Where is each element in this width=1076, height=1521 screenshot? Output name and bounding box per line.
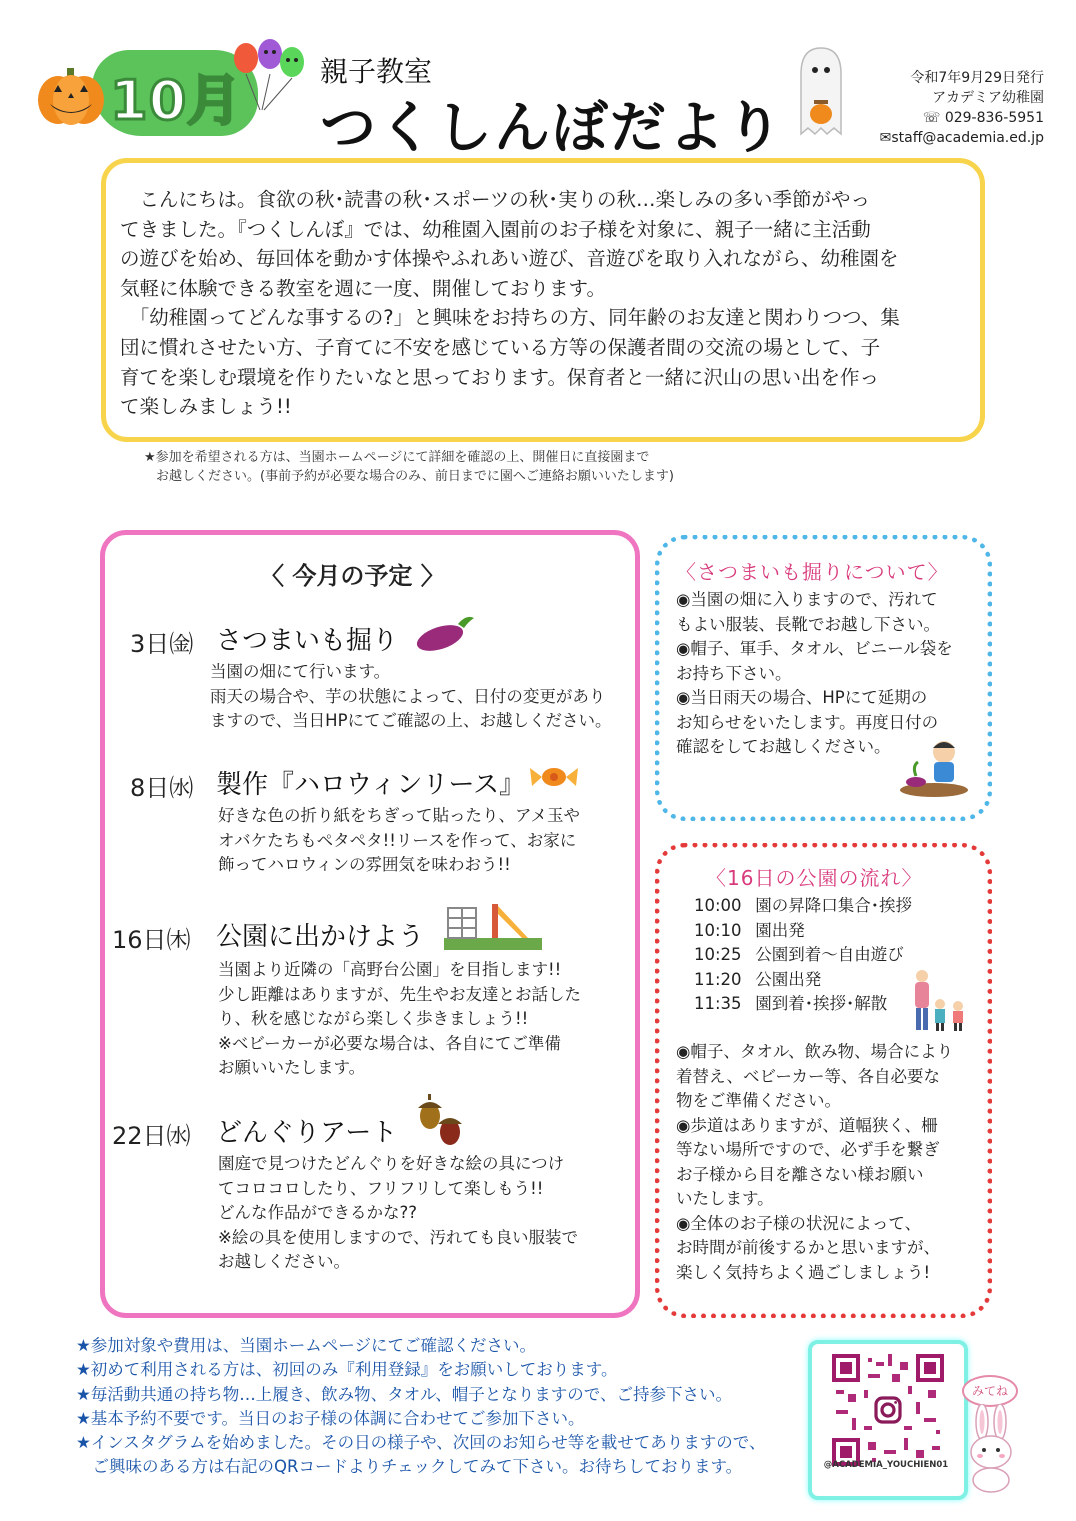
timeline-row: 10:00 園の昇降口集合･挨拶 xyxy=(694,896,912,915)
candy-icon xyxy=(526,758,582,796)
issue-date: 令和7年9月29日発行 xyxy=(910,70,1044,86)
note-line: ★参加を希望される方は、当園ホームページにて詳細を確認の上、開催日に直接園まで xyxy=(144,450,650,465)
newsletter-title: つくしんぼだより xyxy=(320,96,784,161)
intro-line: 「幼稚園ってどんな事するの?」と興味をお持ちの方、同年齢のお友達と関わりつつ、集 xyxy=(120,306,900,330)
intro-line: の遊びを始め、毎回体を動かす体操やふれあい遊び、音遊びを取り入れながら、幼稚園を xyxy=(120,247,899,271)
month-label: 10月 xyxy=(110,69,243,132)
acorn-icon xyxy=(414,1090,466,1148)
footer-line: ★インスタグラムを始めました。その日の様子や、次回のお知らせ等を載せてありますので、 xyxy=(76,1433,766,1453)
intro-line: 気軽に体験できる教室を週に一度、開催しております。 xyxy=(120,276,606,300)
footer-line: ★初めて利用される方は、初回のみ『利用登録』をお願いしております。 xyxy=(76,1360,618,1380)
mitene-bubble: みてね xyxy=(962,1375,1018,1407)
ghost-icon xyxy=(796,44,846,140)
event-name: 製作『ハロウィンリース』 xyxy=(216,770,526,800)
child-digging-icon xyxy=(898,736,970,798)
issuer-info xyxy=(880,68,1044,148)
sweet-potato-icon xyxy=(414,612,476,654)
event-date: 8日㈬ xyxy=(130,774,194,802)
park-notes: ◉帽子、タオル、飲み物、場合により 着替え、ベビーカー等、各自必要な 物をご準備ください。 ◉歩道はありますが、道幅狭く、柵 等ない場所ですので、必ず手を繋ぎ お子様から目を離さない様お願い いたします。 ◉全体のお子様の状況によって、 お時間が前後するかと思いますが、 楽しく気持ちよく過ごしましょう! xyxy=(676,1042,954,1282)
event-date: 3日㈮ xyxy=(130,630,194,658)
email-address[interactable]: ✉staff@academia.ed.jp xyxy=(879,130,1044,146)
intro-line: こんにちは。食欲の秋･読書の秋･スポーツの秋･実りの秋…楽しみの多い季節がやっ xyxy=(120,188,870,211)
balloons-icon xyxy=(230,38,310,118)
event-date: 16日㈭ xyxy=(112,926,191,954)
newsletter-subtitle: 親子教室 xyxy=(320,55,433,88)
event-name: どんぐりアート xyxy=(216,1118,398,1148)
family-walking-icon xyxy=(906,968,968,1034)
park-flow-title: 〈16日の公園の流れ〉 xyxy=(706,866,923,890)
timeline-row: 11:35 園到着･挨拶･解散 xyxy=(694,994,888,1013)
footer-line: ★基本予約不要です。当日のお子様の体調に合わせてご参加下さい。 xyxy=(76,1408,585,1428)
footer-line: ★毎活動共通の持ち物…上履き、飲み物、タオル、帽子となりますので、ご持参下さい。 xyxy=(76,1384,732,1404)
intro-line: 育てを楽しむ環境を作りたいなと思っております。保育者と一緒に沢山の思い出を作っ xyxy=(120,365,879,389)
note-line: お越しください。(事前予約が必要な場合のみ、前日までに園へご連絡お願いいたします) xyxy=(156,469,674,484)
intro-line: 団に慣れさせたい方、子育てに不安を感じている方等の保護者間の交流の場として、子 xyxy=(120,335,881,359)
imo-info-title: 〈さつまいも掘りについて〉 xyxy=(676,560,949,584)
timeline-row: 10:10 園出発 xyxy=(694,920,805,940)
pumpkin-icon xyxy=(36,68,106,126)
instagram-qr-frame[interactable] xyxy=(808,1340,968,1500)
rabbit-icon xyxy=(958,1404,1024,1494)
footer-notes xyxy=(76,1334,765,1480)
instagram-handle: @ACADEMIA_YOUCHIEN01 xyxy=(823,1460,949,1470)
timeline-row: 10:25 公園到着〜自由遊び xyxy=(694,945,904,964)
event-description: 園庭で見つけたどんぐりを好きな絵の具につけ てコロコロしたり、フリフリして楽しもう!! どんな作品ができるかな?? ※絵の具を使用しますので、汚れても良い服装で お越しください。 xyxy=(218,1154,578,1271)
intro-line: て楽しみましょう!! xyxy=(120,395,292,419)
participation-note xyxy=(144,448,674,486)
footer-line: ★参加対象や費用は、当園ホームページにてご確認ください。 xyxy=(76,1336,536,1355)
intro-line: てきました。『つくしんぼ』では、幼稚園入園前のお子様を対象に、親子一緒に主活動 xyxy=(120,217,871,241)
imo-info-text: ◉当園の畑に入りますので、汚れて もよい服装、長靴でお越し下さい。 ◉帽子、軍手、タオル、ビニール袋を お持ち下さい。 ◉当日雨天の場合、HPにて延期の お知らせをいたします。再度日付の 確認をしてお越しください。 xyxy=(676,590,953,756)
event-description: 当園より近隣の「高野台公園」を目指します!! 少し距離はありますが、先生やお友達とお話した り、秋を感じながら楽しく歩きましょう!! ※ベビーカーが必要な場合は、各自にてご準備 お願いいたします。 xyxy=(218,960,581,1077)
park-timeline xyxy=(694,894,912,1017)
event-name: 公園に出かけよう xyxy=(216,922,425,952)
intro-box xyxy=(101,158,985,442)
event-date: 22日㈬ xyxy=(112,1122,191,1150)
school-name: アカデミア幼稚園 xyxy=(932,90,1044,106)
qr-code-icon[interactable] xyxy=(832,1354,944,1466)
phone-number: ☏ 029-836-5951 xyxy=(922,110,1044,126)
schedule-title: 〈 今月の予定 〉 xyxy=(260,562,445,590)
event-name: さつまいも掘り xyxy=(216,626,399,656)
footer-line: ご興味のある方は右記のQRコードよりチェックしてみて下さい。お待ちしております。 xyxy=(76,1457,743,1477)
playground-icon xyxy=(444,900,542,952)
event-description: 好きな色の折り紙をちぎって貼ったり、アメ玉や オバケたちもペタペタ!!リースを作って、お家に 飾ってハロウィンの雰囲気を味わおう!! xyxy=(218,806,581,874)
timeline-row: 11:20 公園出発 xyxy=(694,969,822,989)
event-description: 当園の畑にて行います。 雨天の場合や、芋の状態によって、日付の変更があり ますので、当日HPにてご確認の上、お越しください。 xyxy=(210,662,612,730)
